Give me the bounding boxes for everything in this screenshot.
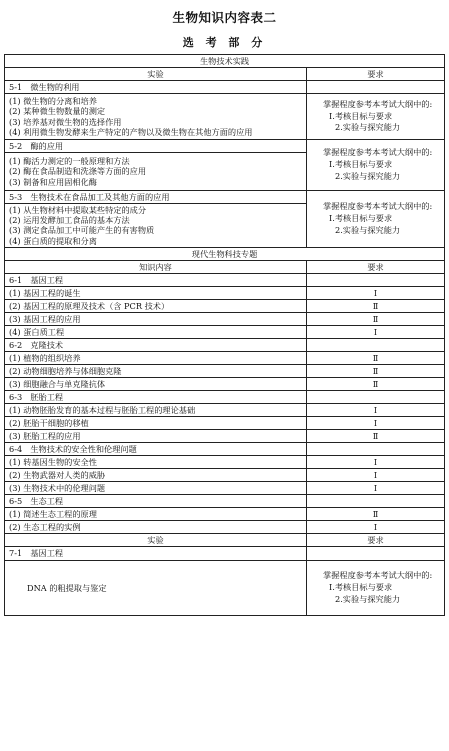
group-heading-6-5: 6-5 生态工程 — [5, 494, 307, 507]
group-heading-5-1: 5-1 微生物的利用 — [5, 81, 307, 94]
list-item: (3) 测定食品加工中可能产生的有害物质 — [9, 225, 155, 236]
table-row: (2) 生态工程的实例 — [5, 520, 307, 533]
requirement-cell-5-1: 掌握程度参考本考试大纲中的: Ⅰ.考核目标与要求 2.实验与探究能力 — [307, 94, 445, 140]
column-header-requirement-2: 要求 — [307, 533, 445, 546]
group-items-5-2 — [5, 153, 307, 191]
level-value: Ⅰ — [307, 325, 445, 338]
requirement-cell-5-2: 掌握程度参考本考试大纲中的: Ⅰ.考核目标与要求 2.实验与探究能力 — [307, 140, 445, 191]
list-item: (2) 运用发酵加工食品的基本方法 — [9, 215, 130, 225]
table-row: (1) 基因工程的诞生 — [5, 286, 307, 299]
group-heading-6-2: 6-2 克隆技术 — [5, 338, 307, 351]
table-row: (2) 动物细胞培养与体细胞克隆 — [5, 364, 307, 377]
table-row: (4) 蛋白质工程 — [5, 325, 307, 338]
column-header-knowledge: 知识内容 — [5, 260, 307, 273]
level-value: Ⅱ — [307, 299, 445, 312]
level-value: Ⅱ — [307, 377, 445, 390]
level-value: Ⅱ — [307, 507, 445, 520]
group-heading-6-3: 6-3 胚胎工程 — [5, 390, 307, 403]
level-value: Ⅱ — [307, 364, 445, 377]
list-item: (3) 制备和应用固相化酶 — [9, 176, 97, 187]
table-row: (3) 细胞融合与单克隆抗体 — [5, 377, 307, 390]
level-value: Ⅱ — [307, 312, 445, 325]
document-subtitle: 选 考 部 分 — [182, 36, 267, 49]
table-row: DNA 的粗提取与鉴定 — [5, 560, 307, 615]
column-header-requirement: 要求 — [307, 68, 445, 81]
level-value: Ⅱ — [307, 351, 445, 364]
list-item: (2) 酶在食品制造和洗涤等方面的应用 — [9, 166, 147, 177]
list-item: (4) 利用微生物发酵来生产特定的产物以及微生物在其他方面的应用 — [9, 126, 253, 137]
table-row: (1) 植物的组织培养 — [5, 351, 307, 364]
table-row: (1) 动物胚胎发育的基本过程与胚胎工程的理论基础 — [5, 403, 307, 416]
level-value: Ⅰ — [307, 286, 445, 299]
list-item: (4) 蛋白质的提取和分离 — [9, 235, 97, 246]
column-header-requirement: 要求 — [307, 260, 445, 273]
table-row: (3) 基因工程的应用 — [5, 312, 307, 325]
level-value: Ⅰ — [307, 520, 445, 533]
group-heading-5-2: 5-2 酶的应用 — [5, 140, 307, 153]
group-heading-5-3: 5-3 生物技术在食品加工及其他方面的应用 — [5, 190, 307, 203]
table-row: (2) 基因工程的原理及技术（含 PCR 技术） — [5, 299, 307, 312]
list-item: (1) 微生物的分离和培养 — [9, 96, 97, 106]
list-item: (1) 酶活力测定的一般原理和方法 — [9, 156, 130, 166]
table-row: (2) 生物武器对人类的威胁 — [5, 468, 307, 481]
list-item: (1) 从生物材料中提取某些特定的成分 — [9, 204, 147, 215]
list-item: (2) 某种微生物数量的测定 — [9, 106, 106, 117]
column-header-experiment-2: 实验 — [5, 533, 307, 546]
section-banner-modern-biotech: 现代生物科技专题 — [5, 247, 445, 260]
section-banner-biotech-practice: 生物技术实践 — [5, 55, 445, 68]
group-items-5-3 — [5, 203, 307, 247]
table-row: (3) 生物技术中的伦理问题 — [5, 481, 307, 494]
table-row: (1) 转基因生物的安全性 — [5, 455, 307, 468]
requirement-cell-5-3: 掌握程度参考本考试大纲中的: Ⅰ.考核目标与要求 2.实验与探究能力 — [307, 190, 445, 247]
list-item: (3) 培养基对微生物的选择作用 — [9, 116, 122, 127]
document-title: 生物知识内容表二 — [172, 10, 277, 25]
table-row: (3) 胚胎工程的应用 — [5, 429, 307, 442]
level-value: Ⅰ — [307, 455, 445, 468]
level-value: Ⅰ — [307, 481, 445, 494]
table-row: (2) 胚胎干细胞的移植 — [5, 416, 307, 429]
level-value: Ⅰ — [307, 468, 445, 481]
level-value: Ⅰ — [307, 403, 445, 416]
group-heading-6-4: 6-4 生物技术的安全性和伦理问题 — [5, 442, 307, 455]
column-header-experiment: 实验 — [5, 68, 307, 81]
knowledge-content-table — [4, 54, 445, 616]
requirement-cell-7-1: 掌握程度参考本考试大纲中的: Ⅰ.考核目标与要求 2.实验与探究能力 — [307, 560, 445, 615]
group-heading-6-1: 6-1 基因工程 — [5, 273, 307, 286]
table-row: (1) 简述生态工程的原理 — [5, 507, 307, 520]
level-value: Ⅰ — [307, 416, 445, 429]
level-value: Ⅱ — [307, 429, 445, 442]
group-heading-7-1: 7-1 基因工程 — [5, 546, 307, 560]
group-items-5-1 — [5, 94, 307, 140]
